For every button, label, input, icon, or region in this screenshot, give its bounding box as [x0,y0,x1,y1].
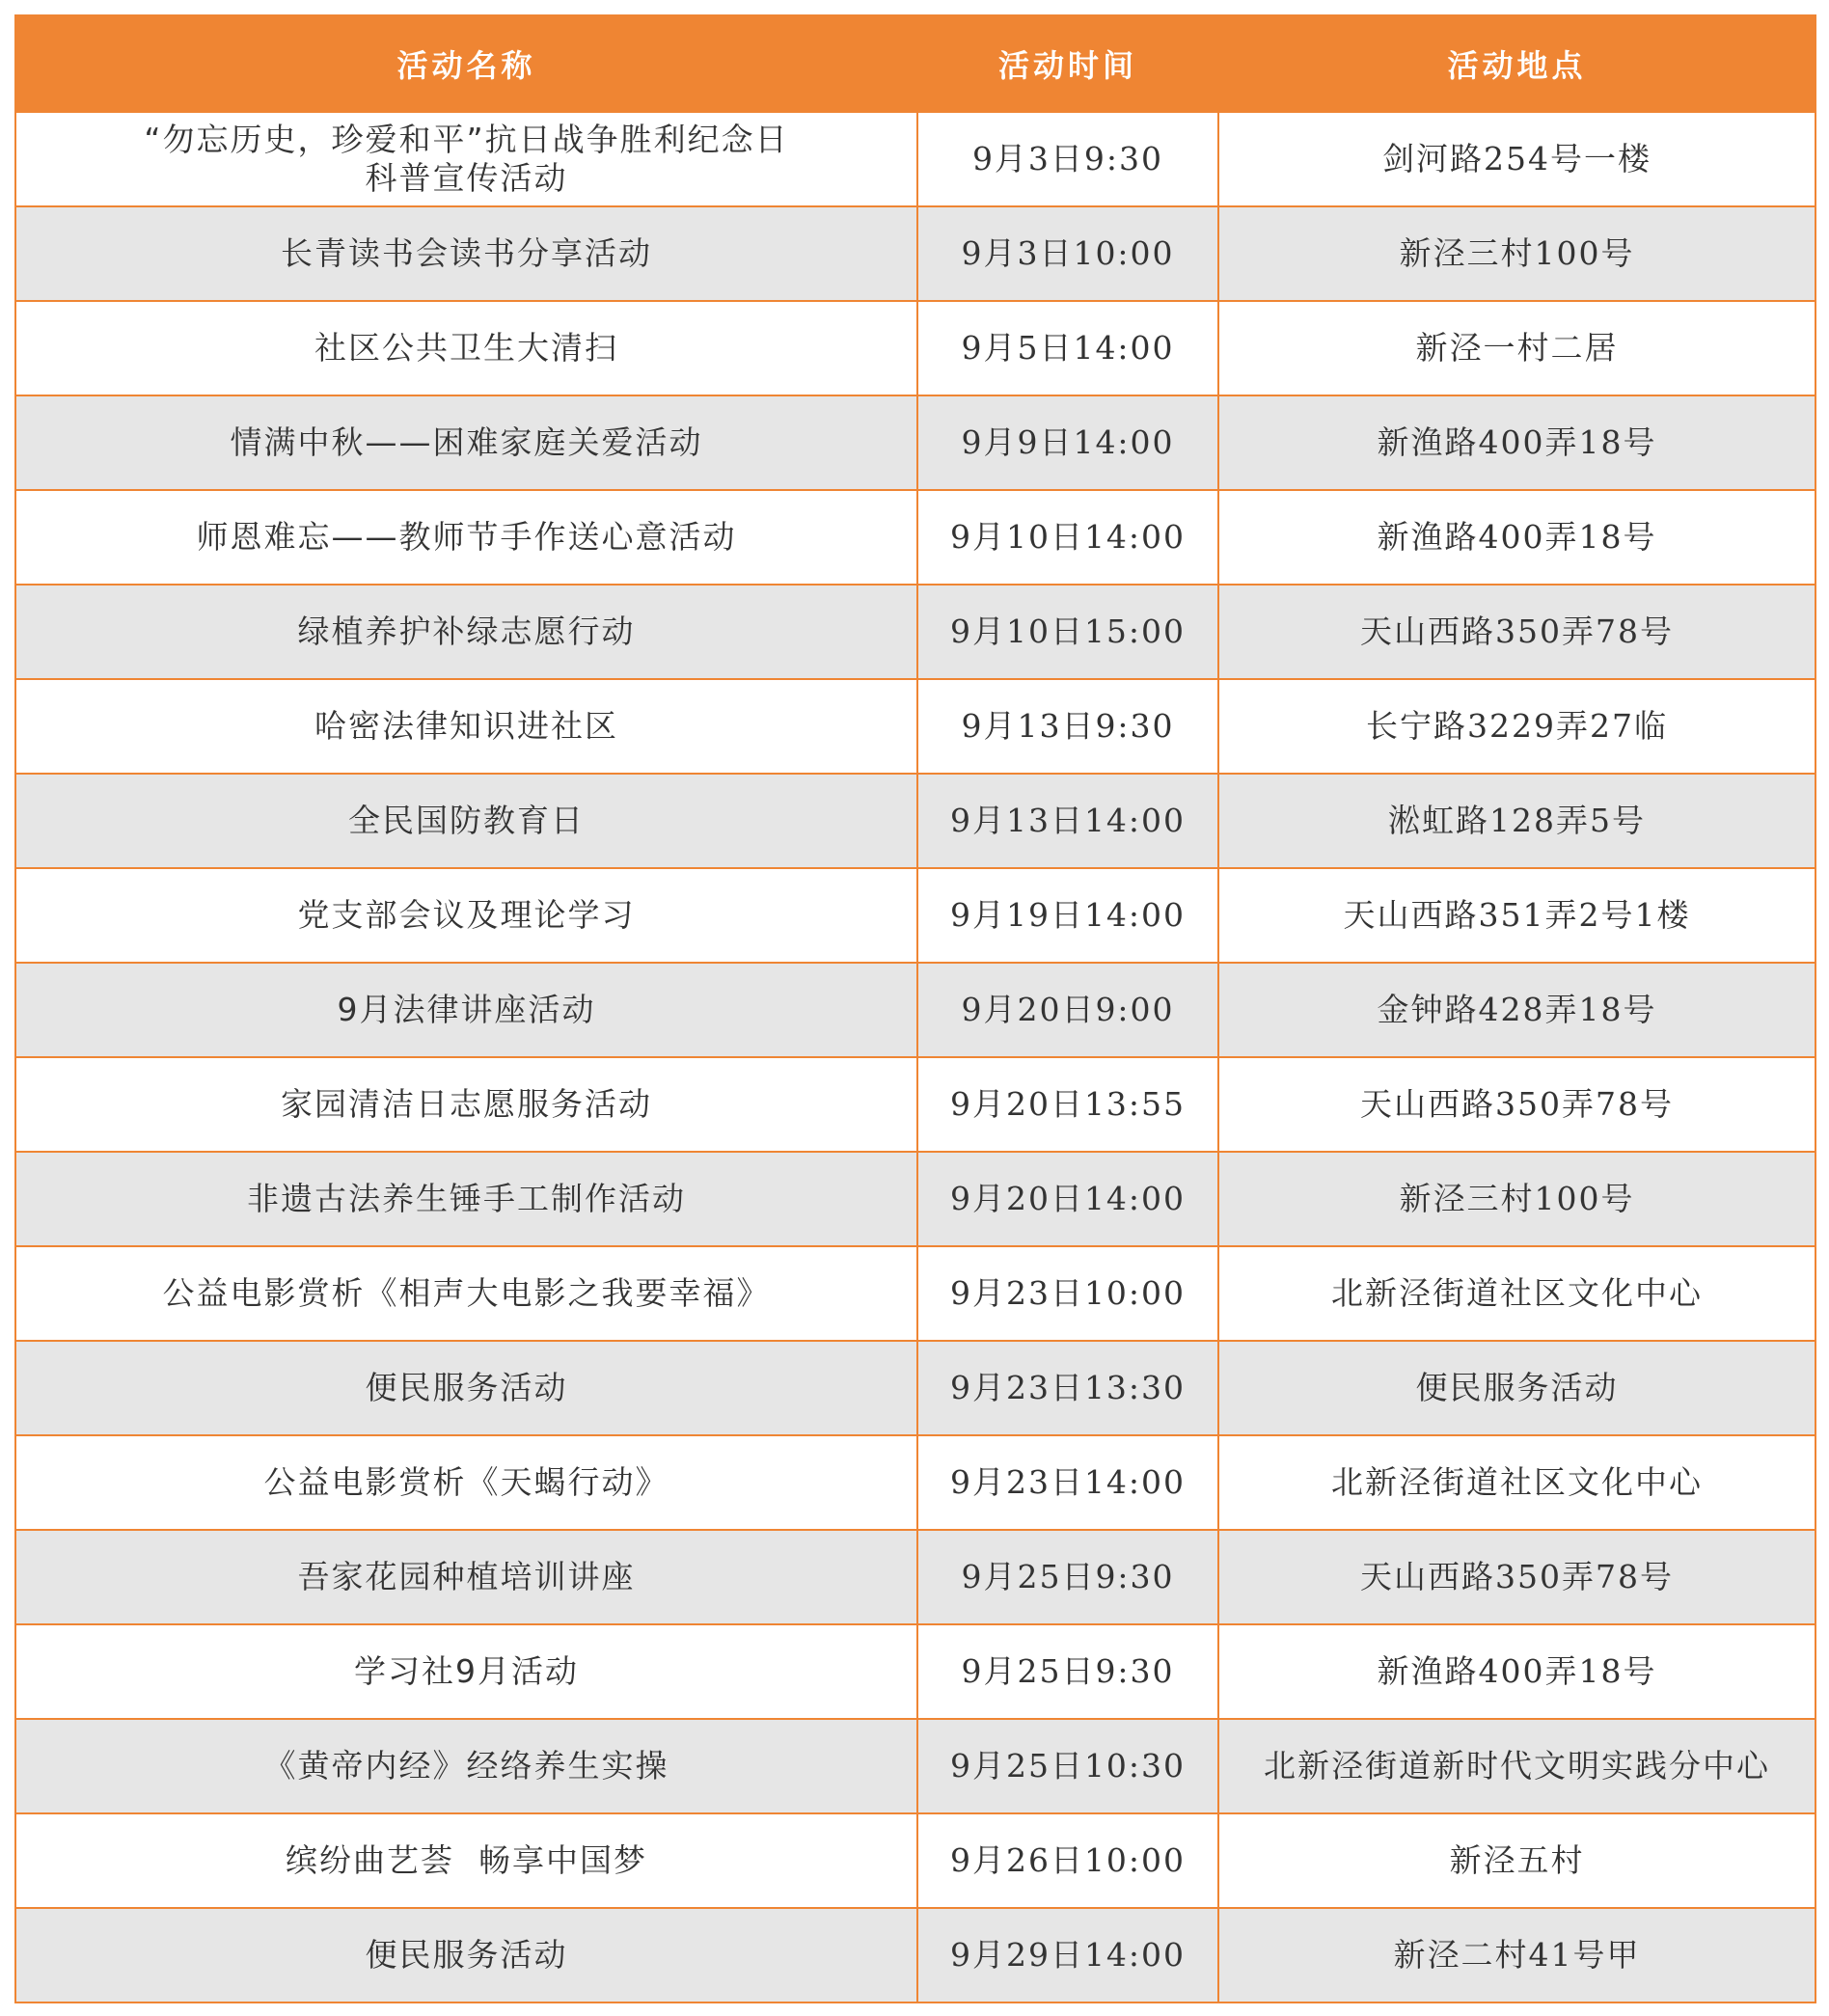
table-row [15,963,1815,1057]
activity-time-cell: 9月25日9:30 [917,1530,1218,1624]
table-row [15,206,1815,301]
table-row [15,868,1815,963]
activity-time-cell: 9月23日13:30 [917,1341,1218,1435]
activity-name-cell: 9月法律讲座活动 [15,963,917,1057]
activity-name-cell: 长青读书会读书分享活动 [15,206,917,301]
table-row [15,1530,1815,1624]
table-header-row [15,15,1815,112]
activity-time-cell: 9月26日10:00 [917,1813,1218,1908]
activity-time-cell: 9月13日14:00 [917,774,1218,868]
activity-place-cell: 天山西路350弄78号 [1218,1057,1815,1152]
activity-place-cell: 新渔路400弄18号 [1218,490,1815,585]
activity-time-cell: 9月19日14:00 [917,868,1218,963]
table-row [15,112,1815,206]
activity-time-cell: 9月5日14:00 [917,301,1218,395]
activity-time-cell: 9月23日14:00 [917,1435,1218,1530]
activity-place-cell: 北新泾街道新时代文明实践分中心 [1218,1719,1815,1813]
activity-place-cell: 北新泾街道社区文化中心 [1218,1246,1815,1341]
activity-time-cell: 9月25日9:30 [917,1624,1218,1719]
table-row [15,395,1815,490]
activity-name-cell: 哈密法律知识进社区 [15,679,917,774]
table-row [15,490,1815,585]
table-row [15,1908,1815,2002]
activity-time-cell: 9月25日10:30 [917,1719,1218,1813]
activity-name-cell: 情满中秋——困难家庭关爱活动 [15,395,917,490]
table-row [15,1624,1815,1719]
table-row [15,301,1815,395]
column-header-place: 活动地点 [1218,15,1815,112]
activity-time-cell: 9月29日14:00 [917,1908,1218,2002]
activity-name-cell: 社区公共卫生大清扫 [15,301,917,395]
activity-name-cell: 家园清洁日志愿服务活动 [15,1057,917,1152]
table-row [15,679,1815,774]
activity-place-cell: 天山西路350弄78号 [1218,1530,1815,1624]
activity-place-cell: 新泾三村100号 [1218,206,1815,301]
activity-time-cell: 9月10日15:00 [917,585,1218,679]
table-row [15,585,1815,679]
activity-time-cell: 9月10日14:00 [917,490,1218,585]
activity-place-cell: 便民服务活动 [1218,1341,1815,1435]
activity-time-cell: 9月20日9:00 [917,963,1218,1057]
table-row [15,1057,1815,1152]
activity-name-cell: 绿植养护补绿志愿行动 [15,585,917,679]
activity-name-cell: 师恩难忘——教师节手作送心意活动 [15,490,917,585]
activity-place-cell: 新泾一村二居 [1218,301,1815,395]
activity-name-line-2: 科普宣传活动 [365,159,568,197]
activity-place-cell: 新渔路400弄18号 [1218,395,1815,490]
activity-name-cell: 吾家花园种植培训讲座 [15,1530,917,1624]
table-row [15,1435,1815,1530]
activity-place-cell: 天山西路351弄2号1楼 [1218,868,1815,963]
activity-time-cell: 9月3日9:30 [917,112,1218,206]
activity-name-cell: 公益电影赏析《天蝎行动》 [15,1435,917,1530]
table-row [15,1152,1815,1246]
table-body [15,112,1815,2002]
activity-place-cell: 金钟路428弄18号 [1218,963,1815,1057]
activity-name-cell [15,112,917,206]
activity-time-cell: 9月23日10:00 [917,1246,1218,1341]
activity-time-cell: 9月20日13:55 [917,1057,1218,1152]
activity-place-cell: 新泾五村 [1218,1813,1815,1908]
activity-schedule-table [14,14,1816,2003]
column-header-name: 活动名称 [15,15,917,112]
activity-name-cell: 公益电影赏析《相声大电影之我要幸福》 [15,1246,917,1341]
activity-place-cell: 新渔路400弄18号 [1218,1624,1815,1719]
activity-time-cell: 9月20日14:00 [917,1152,1218,1246]
table-row [15,1246,1815,1341]
activity-place-cell: 新泾二村41号甲 [1218,1908,1815,2002]
activity-time-cell: 9月13日9:30 [917,679,1218,774]
activity-place-cell: 天山西路350弄78号 [1218,585,1815,679]
column-header-time: 活动时间 [917,15,1218,112]
table-row [15,1719,1815,1813]
table-row [15,774,1815,868]
activity-name-cell: 全民国防教育日 [15,774,917,868]
activity-name-cell: 非遗古法养生锤手工制作活动 [15,1152,917,1246]
activity-place-cell: 北新泾街道社区文化中心 [1218,1435,1815,1530]
activity-name-cell: 学习社9月活动 [15,1624,917,1719]
activity-place-cell: 新泾三村100号 [1218,1152,1815,1246]
activity-name-cell: 《黄帝内经》经络养生实操 [15,1719,917,1813]
table-row [15,1813,1815,1908]
activity-place-cell: 剑河路254号一楼 [1218,112,1815,206]
activity-time-cell: 9月3日10:00 [917,206,1218,301]
activity-time-cell: 9月9日14:00 [917,395,1218,490]
table-row [15,1341,1815,1435]
activity-name-cell: 党支部会议及理论学习 [15,868,917,963]
activity-name-line-1: “勿忘历史，珍爱和平”抗日战争胜利纪念日 [144,121,789,158]
activity-name-cell: 便民服务活动 [15,1341,917,1435]
activity-place-cell: 淞虹路128弄5号 [1218,774,1815,868]
activity-name-cell: 便民服务活动 [15,1908,917,2002]
activity-name-cell: 缤纷曲艺荟 畅享中国梦 [15,1813,917,1908]
activity-place-cell: 长宁路3229弄27临 [1218,679,1815,774]
